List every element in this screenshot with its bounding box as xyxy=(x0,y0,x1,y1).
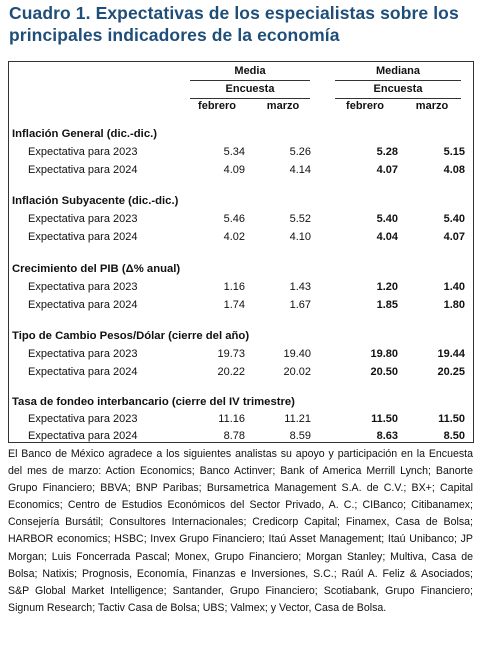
header-media-marzo: marzo xyxy=(266,100,300,112)
media-febrero-value: 19.73 xyxy=(217,348,245,360)
media-febrero-value: 5.34 xyxy=(223,146,245,158)
mediana-febrero-value: 11.50 xyxy=(371,413,398,425)
expectations-table xyxy=(8,61,474,443)
media-marzo-value: 1.67 xyxy=(289,299,311,311)
mediana-febrero-value: 1.85 xyxy=(376,299,398,311)
media-febrero-value: 1.74 xyxy=(223,299,245,311)
media-febrero-value: 20.22 xyxy=(217,366,245,378)
section-title: Crecimiento del PIB (Δ% anual) xyxy=(12,263,181,275)
mediana-febrero-value: 8.63 xyxy=(376,430,398,442)
section-title: Inflación General (dic.-dic.) xyxy=(12,128,158,140)
mediana-febrero-value: 5.40 xyxy=(376,213,398,225)
media-marzo-value: 8.59 xyxy=(289,430,311,442)
media-marzo-value: 4.10 xyxy=(289,231,311,243)
mediana-marzo-value: 11.50 xyxy=(438,413,465,425)
mediana-febrero-value: 1.20 xyxy=(376,281,398,293)
mediana-marzo-value: 19.44 xyxy=(437,348,465,360)
media-marzo-value: 20.02 xyxy=(283,366,311,378)
mediana-marzo-value: 4.07 xyxy=(443,231,465,243)
media-febrero-value: 1.16 xyxy=(223,281,245,293)
mediana-febrero-value: 19.80 xyxy=(370,348,398,360)
row-label: Expectativa para 2024 xyxy=(28,299,138,311)
mediana-marzo-value: 1.40 xyxy=(443,281,465,293)
section-title: Tipo de Cambio Pesos/Dólar (cierre del año) xyxy=(12,330,250,342)
media-marzo-value: 5.52 xyxy=(289,213,311,225)
mediana-febrero-value: 20.50 xyxy=(370,366,398,378)
header-mediana-encuesta: Encuesta xyxy=(373,83,423,95)
table-title: Cuadro 1. Expectativas de los especialistas sobre los principales indicadores de la economía xyxy=(9,3,459,45)
row-label: Expectativa para 2024 xyxy=(28,164,138,176)
header-mediana-encuesta-rule xyxy=(335,98,461,99)
mediana-marzo-value: 5.15 xyxy=(443,146,465,158)
media-marzo-value: 4.14 xyxy=(289,164,311,176)
section-title: Tasa de fondeo interbancario (cierre del IV trimestre) xyxy=(12,396,295,408)
media-marzo-value: 11.21 xyxy=(284,413,311,425)
media-marzo-value: 19.40 xyxy=(283,348,311,360)
mediana-marzo-value: 20.25 xyxy=(437,366,465,378)
row-label: Expectativa para 2023 xyxy=(28,413,138,425)
row-label: Expectativa para 2023 xyxy=(28,146,138,158)
section-title: Inflación Subyacente (dic.-dic.) xyxy=(12,195,179,207)
row-label: Expectativa para 2024 xyxy=(28,430,138,442)
mediana-febrero-value: 4.04 xyxy=(376,231,398,243)
header-media-febrero: febrero xyxy=(198,100,236,112)
header-media-rule xyxy=(190,80,310,81)
row-label: Expectativa para 2024 xyxy=(28,366,138,378)
row-label: Expectativa para 2024 xyxy=(28,231,138,243)
mediana-febrero-value: 4.07 xyxy=(376,164,398,176)
row-label: Expectativa para 2023 xyxy=(28,348,138,360)
header-media-encuesta-rule xyxy=(190,98,310,99)
header-media: Media xyxy=(234,65,266,77)
mediana-marzo-value: 4.08 xyxy=(443,164,465,176)
mediana-febrero-value: 5.28 xyxy=(376,146,398,158)
header-mediana-marzo: marzo xyxy=(415,100,449,112)
media-febrero-value: 4.09 xyxy=(223,164,245,176)
media-febrero-value: 4.02 xyxy=(223,231,245,243)
header-mediana-rule xyxy=(335,80,461,81)
header-media-encuesta: Encuesta xyxy=(225,83,275,95)
media-febrero-value: 11.16 xyxy=(218,413,245,425)
media-marzo-value: 1.43 xyxy=(289,281,311,293)
header-mediana: Mediana xyxy=(375,65,420,77)
row-label: Expectativa para 2023 xyxy=(28,213,138,225)
acknowledgement-note: El Banco de México agradece a los siguientes analistas su apoyo y participación en la Encuesta del mes de marzo: Action Economics; Banco Actinver; Bank of America Merrill Lynch; Banorte Grupo Financiero; BBVA; BNP Paribas; Bursametrica Management S.A. de C.V.; BX+; Capital Economics; Centro de Estudios Económicos del Sector Privado, A. C.; CIBanco; Citibanamex; Consejería Bursátil; Consultores Internacionales; Credicorp Capital; Finamex, Casa de Bolsa; HARBOR economics; HSBC; Invex Grupo Financiero; Itaú Asset Management; Itaú Unibanco; JP Morgan; Luis Foncerrada Pascal; Monex, Grupo Financiero; Morgan Stanley; Multiva, Casa de Bolsa; Natixis; Prognosis, Economía, Finanzas e Inversiones, S.C.; Raúl A. Feliz & Asociados; S&P Global Market Intelligence; Santander, Grupo Financiero; Scotiabank, Grupo Financiero; Signum Research; Tactiv Casa de Bolsa; UBS; Valmex; y Vector, Casa de Bolsa. xyxy=(8,448,473,614)
media-febrero-value: 5.46 xyxy=(223,213,245,225)
media-febrero-value: 8.78 xyxy=(223,430,245,442)
mediana-marzo-value: 5.40 xyxy=(443,213,465,225)
mediana-marzo-value: 8.50 xyxy=(443,430,465,442)
media-marzo-value: 5.26 xyxy=(289,146,311,158)
header-mediana-febrero: febrero xyxy=(346,100,384,112)
mediana-marzo-value: 1.80 xyxy=(443,299,465,311)
row-label: Expectativa para 2023 xyxy=(28,281,138,293)
